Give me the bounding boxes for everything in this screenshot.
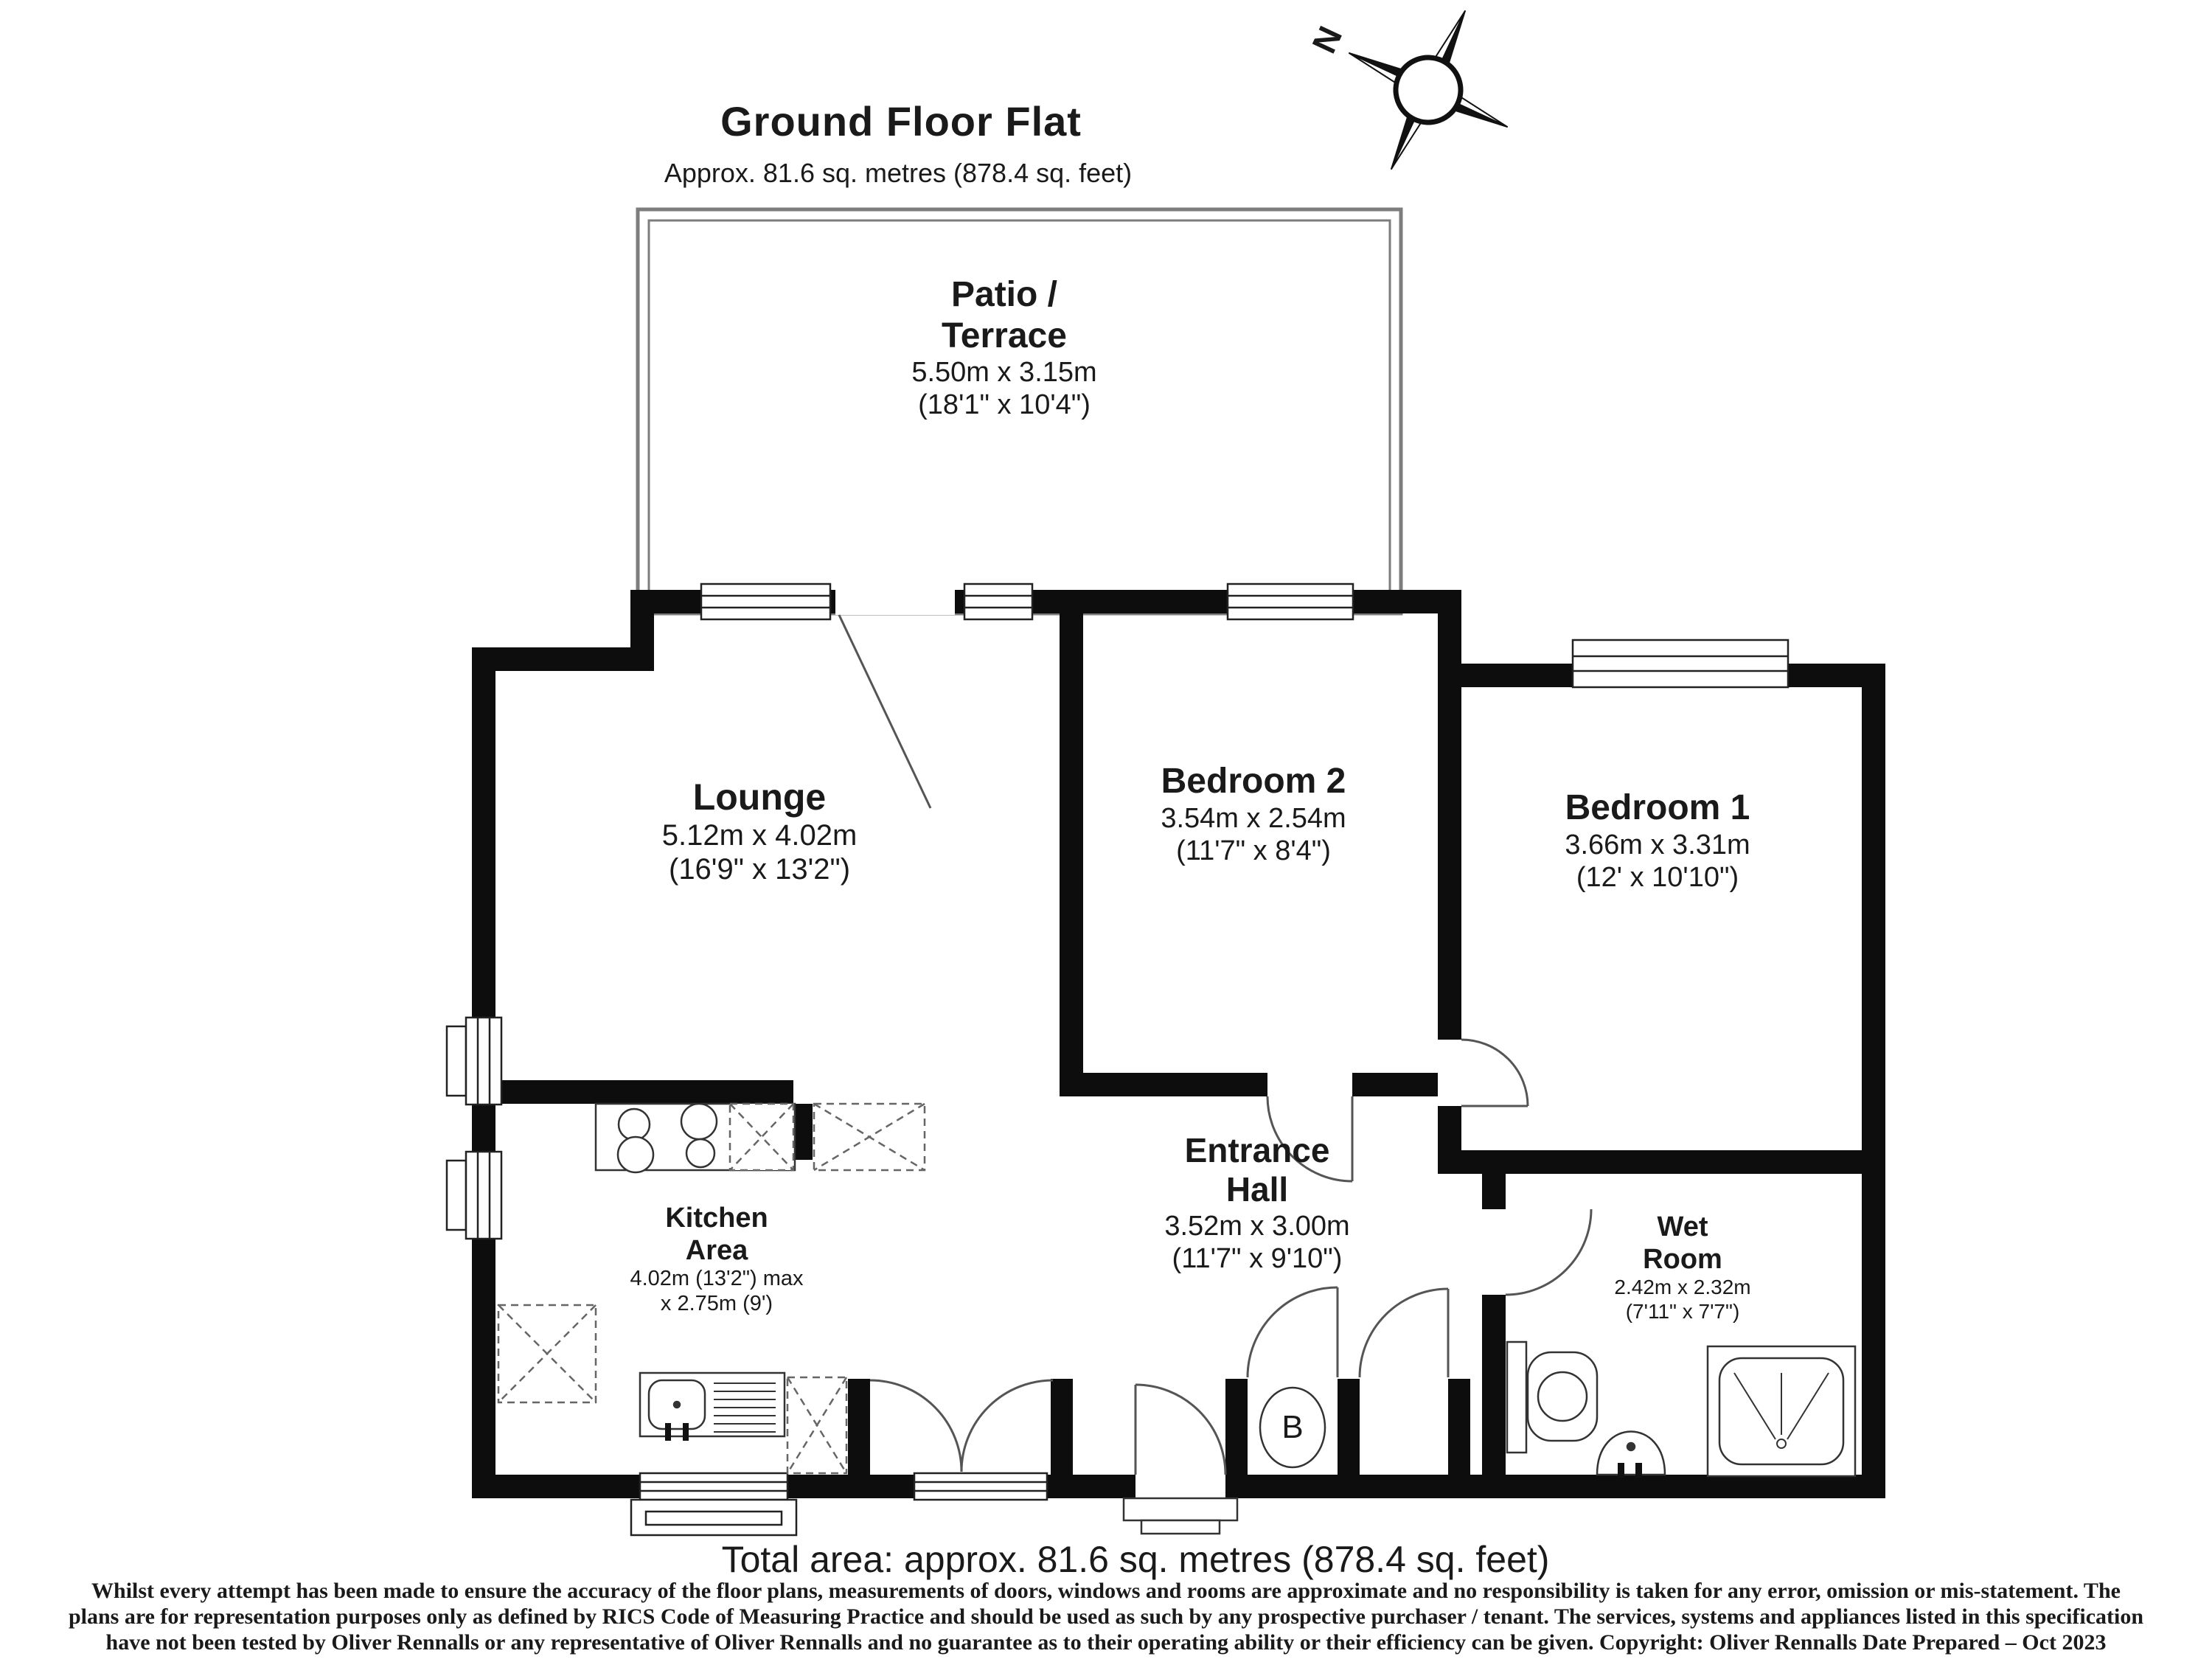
room-name: Hall bbox=[1225, 1170, 1289, 1209]
wetroom-door bbox=[1506, 1209, 1591, 1295]
page-subtitle: Approx. 81.6 sq. metres (878.4 sq. feet) bbox=[664, 158, 1133, 188]
bedroom1-window bbox=[1573, 640, 1788, 687]
room-name: Wet bbox=[1657, 1211, 1708, 1242]
cupboard-door-1 bbox=[1248, 1287, 1338, 1377]
room-dims: 4.02m (13'2") max bbox=[630, 1267, 804, 1291]
front-door-opening bbox=[1135, 1473, 1225, 1500]
room-dims-imperial: (7'11" x 7'7") bbox=[1625, 1299, 1740, 1323]
wall-right bbox=[1862, 687, 1885, 1498]
boiler-label: B bbox=[1281, 1409, 1304, 1445]
patio-door-opening bbox=[835, 588, 955, 615]
wall-lounge-kitchen bbox=[495, 1080, 793, 1104]
wall-wetroom-left-upper bbox=[1482, 1174, 1506, 1209]
wetroom-fixtures bbox=[1507, 1342, 1855, 1478]
room-name: Lounge bbox=[692, 776, 827, 818]
kitchen-left-window bbox=[447, 1152, 501, 1239]
compass-north-label: N bbox=[1304, 20, 1350, 60]
shower-tray-icon bbox=[1708, 1346, 1855, 1476]
kitchen-label bbox=[630, 1202, 803, 1316]
wall-bedroom2-left bbox=[1060, 613, 1083, 1096]
lounge-top-window bbox=[701, 584, 830, 619]
room-dims-metric: 3.54m x 2.54m bbox=[1161, 802, 1346, 834]
room-dims-metric: 2.42m x 2.32m bbox=[1614, 1276, 1751, 1299]
room-name: Area bbox=[685, 1235, 748, 1267]
room-dims-metric: 5.50m x 3.15m bbox=[911, 357, 1097, 389]
bedroom1-label bbox=[1565, 787, 1750, 894]
total-area-text: Total area: approx. 81.6 sq. metres (878.4 sq. feet) bbox=[721, 1539, 1550, 1580]
kitchen-unit-top-icon bbox=[730, 1104, 793, 1170]
kitchen-unit-bottom-icon bbox=[787, 1377, 846, 1473]
entrance-hall-label bbox=[1164, 1131, 1349, 1275]
walls bbox=[472, 590, 1885, 1498]
room-dims-imperial: (11'7" x 9'10") bbox=[1172, 1242, 1343, 1274]
room-dims-metric: 3.66m x 3.31m bbox=[1565, 829, 1750, 860]
wall-step-horizontal bbox=[472, 647, 654, 671]
wall-cupboard-stub-3 bbox=[1448, 1379, 1470, 1475]
wet-room-label bbox=[1614, 1211, 1750, 1324]
wall-kitchen-stub bbox=[793, 1104, 813, 1160]
disclaimer-line-1: Whilst every attempt has been made to ensure the accuracy of the floor plans, measurements of doors, windows and rooms are approximate and no responsibility is taken for any error, omission or mis-statement. The bbox=[91, 1579, 2121, 1603]
wall-wetroom-left-lower bbox=[1482, 1295, 1506, 1498]
disclaimer-line-2: plans are for representation purposes only as defined by RICS Code of Measuring Practice and should be used as such by any prospective purchaser / tenant. The services, systems and appliances listed in this specification bbox=[68, 1604, 2144, 1629]
bedroom1-door bbox=[1461, 1040, 1528, 1106]
lounge-label bbox=[662, 776, 858, 887]
room-name: Entrance bbox=[1184, 1131, 1330, 1169]
room-dims-imperial: (16'9" x 13'2") bbox=[668, 853, 851, 886]
wall-hall-top-b bbox=[1352, 1073, 1438, 1096]
room-dims-imperial: (18'1" x 10'4") bbox=[918, 389, 1091, 421]
room-name: Terrace bbox=[942, 316, 1067, 355]
toilet-icon bbox=[1507, 1342, 1597, 1453]
door-openings bbox=[835, 588, 1225, 1500]
basin-icon bbox=[1597, 1432, 1665, 1478]
wall-cupboard-stub-2 bbox=[1338, 1379, 1360, 1475]
wall-hall-top-a bbox=[1083, 1073, 1267, 1096]
kitchen-unit-passage-icon bbox=[814, 1104, 925, 1170]
wall-bedroom2-right bbox=[1438, 613, 1461, 1040]
front-door-step bbox=[1124, 1498, 1237, 1534]
bedroom2-label bbox=[1161, 761, 1346, 867]
room-name: Bedroom 2 bbox=[1161, 762, 1346, 801]
room-name: Room bbox=[1643, 1244, 1722, 1276]
lounge-left-window bbox=[447, 1018, 501, 1105]
room-dims-imperial: (11'7" x 8'4") bbox=[1176, 835, 1331, 866]
bedroom2-window bbox=[1228, 584, 1353, 619]
wall-bedroom1-left-stub bbox=[1438, 1106, 1461, 1150]
small-top-window bbox=[964, 584, 1032, 619]
room-name: Bedroom 1 bbox=[1565, 788, 1750, 827]
room-dims-metric: 3.52m x 3.00m bbox=[1164, 1210, 1350, 1242]
cupboard-door-2 bbox=[1360, 1289, 1448, 1377]
kitchen-bottom-window bbox=[631, 1473, 796, 1535]
room-dims-metric: 5.12m x 4.02m bbox=[661, 819, 858, 852]
wall-cupboard-stub-1 bbox=[1225, 1379, 1248, 1475]
disclaimer-line-3: have not been tested by Oliver Rennalls or any representative of Oliver Rennalls and no guarantee as to their operating ability or their efficiency can be given. Copyright: Oliver Rennalls Date Prepared – Oct 2023 bbox=[105, 1630, 2107, 1655]
hall-bottom-window bbox=[914, 1473, 1047, 1500]
kitchen-unit-left-icon bbox=[498, 1305, 596, 1402]
room-name: Kitchen bbox=[665, 1203, 768, 1234]
room-dims: x 2.75m (9') bbox=[660, 1291, 773, 1315]
compass-icon bbox=[1312, 0, 1544, 206]
sink-icon bbox=[640, 1373, 785, 1441]
patio-label bbox=[911, 274, 1096, 422]
page-title: Ground Floor Flat bbox=[720, 98, 1082, 145]
room-name: Patio / bbox=[950, 275, 1058, 314]
wall-kitchen-hall-stub bbox=[848, 1379, 870, 1475]
kitchen-hall-doors bbox=[870, 1380, 1053, 1472]
room-dims-imperial: (12' x 10'10") bbox=[1576, 861, 1739, 893]
wall-wetroom-top bbox=[1438, 1150, 1885, 1174]
wall-hall-stub bbox=[1051, 1379, 1073, 1475]
front-door bbox=[1135, 1385, 1225, 1475]
